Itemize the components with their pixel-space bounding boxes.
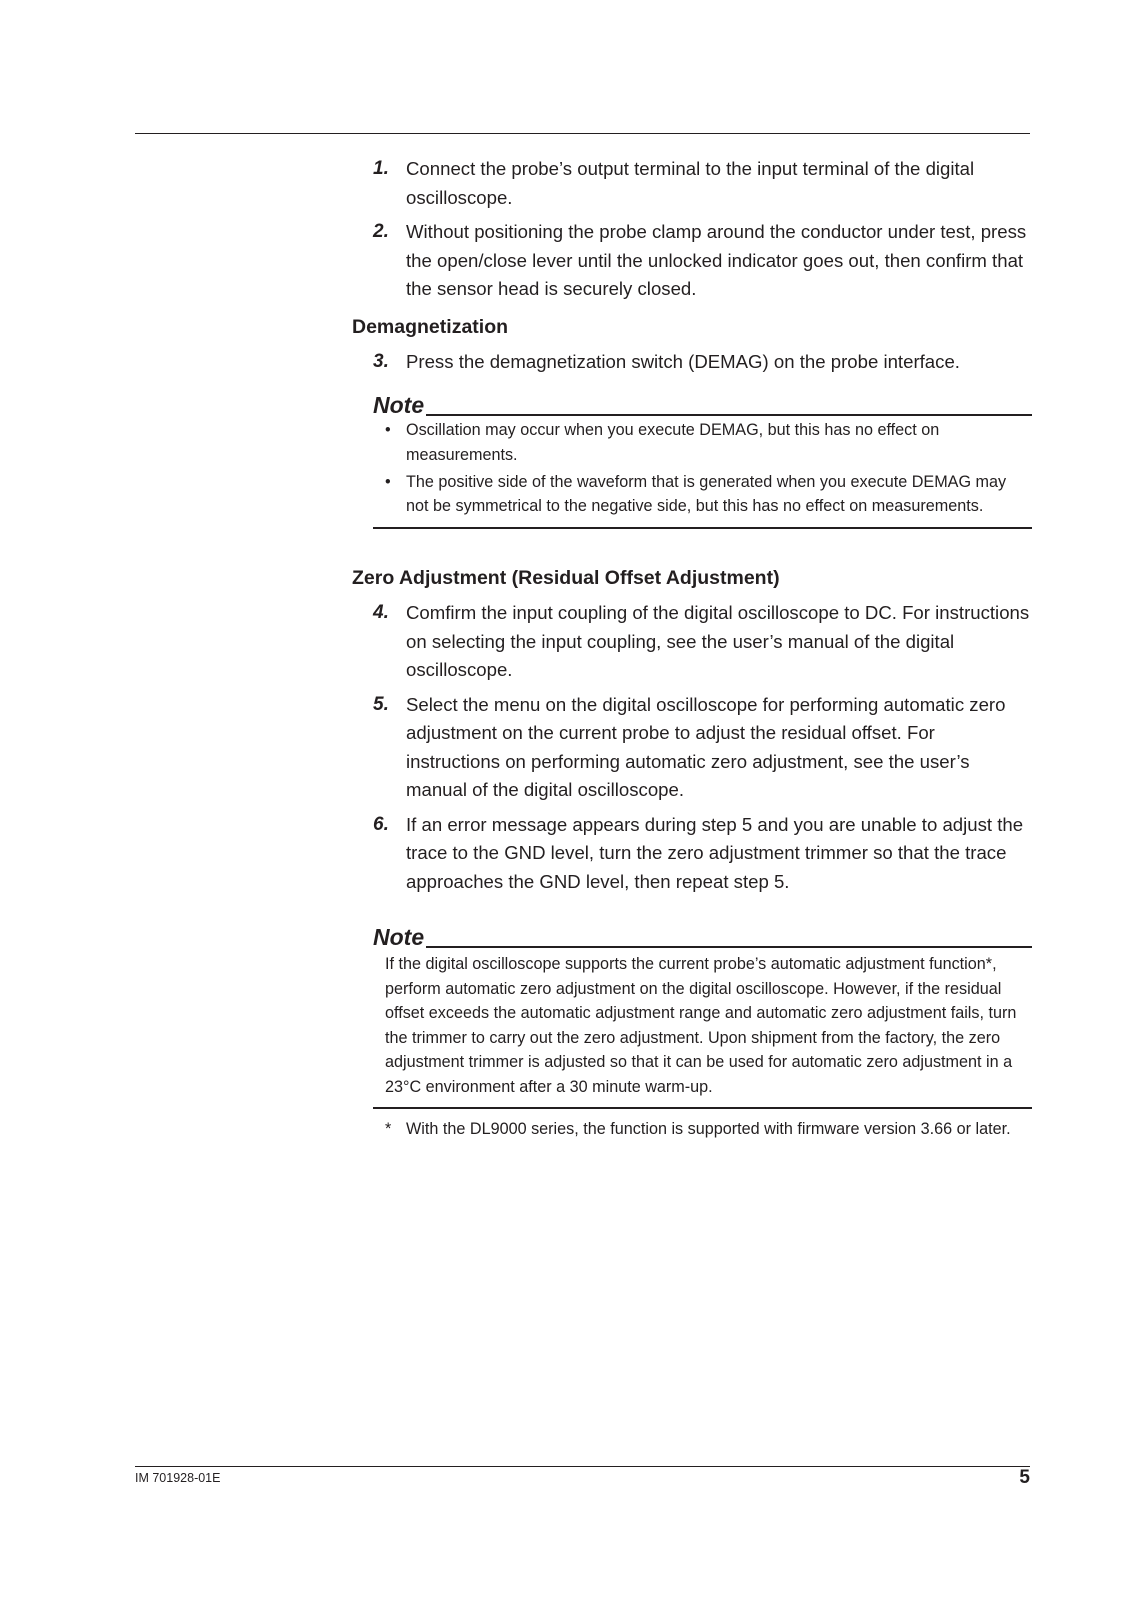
page-content <box>352 155 1032 1142</box>
step-number: 5. <box>373 693 389 715</box>
step-text: Connect the probe’s output terminal to the input terminal of the digital oscilloscope. <box>406 158 975 208</box>
note-rule <box>426 946 1032 948</box>
step-text: Without positioning the probe clamp around the conductor under test, press the open/close lever until the unlocked indicator goes out, then confirm that the sensor head is securely closed. <box>406 221 1027 299</box>
footer-rule <box>135 1466 1030 1467</box>
note-title: Note <box>373 392 425 418</box>
step-5 <box>352 691 1032 805</box>
bullet-dot-icon: • <box>385 472 391 491</box>
step-text: Comfirm the input coupling of the digital oscilloscope to DC. For instructions on selecting the input coupling, see the user’s manual of the digital oscilloscope. <box>406 602 1030 681</box>
bullet-text: Oscillation may occur when you execute DEMAG, but this has no effect on measurements. <box>406 421 940 464</box>
note-header <box>373 922 1032 951</box>
doc-id: IM 701928-01E <box>135 1471 221 1485</box>
step-3 <box>352 348 1032 377</box>
footnote <box>373 1117 1032 1142</box>
step-1 <box>352 155 1032 212</box>
section-heading-demagnetization: Demagnetization <box>352 315 509 338</box>
note-bullet <box>373 418 1032 468</box>
step-number: 4. <box>373 602 389 624</box>
bullet-dot-icon: • <box>385 421 391 439</box>
step-4 <box>352 599 1032 685</box>
step-number: 6. <box>373 813 389 835</box>
note-rule <box>426 414 1032 416</box>
page-number: 5 <box>1019 1467 1030 1488</box>
note-header <box>373 390 1032 416</box>
step-number: 3. <box>373 350 389 372</box>
step-number: 1. <box>373 158 389 179</box>
note-title: Note <box>373 924 425 951</box>
note-box-zero <box>373 922 1032 1109</box>
note-text: If the digital oscilloscope supports the current probe’s automatic adjustment function*, perform automatic zero adjustment on the digital oscilloscope. However, if the residual offset exceeds the automatic adjustment range and automatic zero adjustment fails, turn the trimmer to carry out the zero adjustment. Upon shipment from the factory, the zero adjustment trimmer is adjusted so that it can be used for automatic zero adjustment in a 23°C environment after a 30 minute warm-up. <box>385 955 1017 1096</box>
note-bullet <box>373 470 1032 520</box>
step-text: Press the demagnetization switch (DEMAG) on the probe interface. <box>406 350 960 372</box>
note-box-demag <box>373 390 1032 529</box>
step-text: If an error message appears during step 5 and you are unable to adjust the trace to the GND level, turn the zero adjustment trimmer so that the trace approaches the GND level, then repeat step 5. <box>406 813 1024 892</box>
step-number: 2. <box>373 221 389 242</box>
section-heading-zero-adjustment: Zero Adjustment (Residual Offset Adjustment) <box>352 567 780 590</box>
step-text: Select the menu on the digital oscilloscope for performing automatic zero adjustment on the current probe to adjust the residual offset. For instructions on performing automatic zero adjustment, see the user’s manual of the digital oscilloscope. <box>406 693 1006 801</box>
step-6 <box>352 811 1032 897</box>
step-2 <box>352 218 1032 304</box>
footnote-text: With the DL9000 series, the function is supported with firmware version 3.66 or later. <box>406 1120 1011 1139</box>
footnote-mark: * <box>385 1120 392 1139</box>
bullet-text: The positive side of the waveform that is generated when you execute DEMAG may not be symmetrical to the negative side, but this has no effect on measurements. <box>406 472 1007 516</box>
header-rule <box>135 133 1030 134</box>
